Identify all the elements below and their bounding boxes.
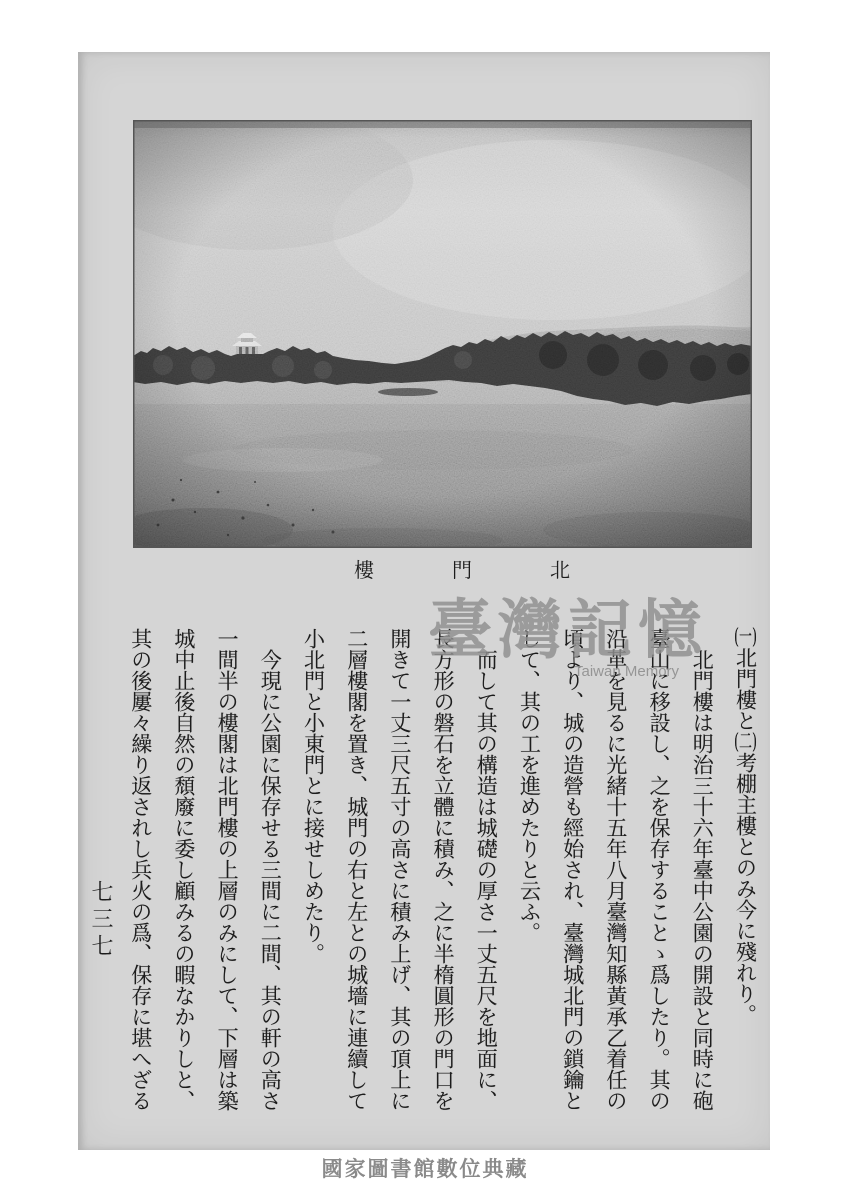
annotation-number-1: (一) <box>733 626 758 647</box>
text-segment: 北門樓と <box>733 647 758 731</box>
page-number: 七三七 <box>88 880 113 961</box>
photo-caption: 北門樓 <box>354 558 570 582</box>
text-column-11: 小北門と小東門とに接せしめたり。 <box>301 628 326 964</box>
north-gate-photo <box>133 120 752 548</box>
text-column-15: 其の後屢々繰り返されし兵火の爲、保存に堪へざる <box>128 628 153 1111</box>
text-column-13: 一間半の樓閣は北門樓の上層のみにして、下層は築 <box>215 628 240 1111</box>
text-column-5: 頃より、城の造營も經始され、臺灣城北門の鎖鑰と <box>560 628 585 1111</box>
watermark-title: 臺灣記憶 <box>428 593 708 668</box>
text-column-7: 而して其の構造は城礎の厚さ一丈五尺を地面に、 <box>474 649 499 1111</box>
watermark-subtitle: Taiwan Memory <box>574 663 680 680</box>
text-column-12: 今現に公園に保存せる三間に二間、其の軒の高さ <box>258 649 283 1111</box>
text-column-1 <box>735 626 756 1025</box>
photo-image <box>133 120 752 548</box>
collection-footer: 國家圖書館數位典藏 <box>321 1157 529 1181</box>
text-column-10: 二層樓閣を置き、城門の右と左との城墻に連續して <box>344 628 369 1111</box>
annotation-number-2: (二) <box>733 731 758 752</box>
text-segment: 考棚主樓とのみ今に殘れり。 <box>733 752 758 1025</box>
text-column-14: 城中止後自然の頹廢に委し顧みるの暇なかりしと、 <box>171 628 196 1111</box>
text-column-6: して、其の工を進めたりと云ふ。 <box>517 628 542 943</box>
text-column-4: 沿革を見るに光緒十五年八月臺灣知縣黃承乙着任の <box>603 628 628 1111</box>
text-column-3: 臺山に移設し、之を保存することゝ爲したり。其の <box>647 628 672 1111</box>
photo-vignette <box>133 120 752 548</box>
text-column-9: 開きて一丈三尺五寸の高さに積み上げ、其の頂上に <box>387 628 412 1111</box>
text-column-8: 長方形の磐石を立體に積み、之に半楕圓形の門口を <box>431 628 456 1111</box>
text-column-2: 北門樓は明治三十六年臺中公園の開設と同時に砲 <box>690 649 715 1111</box>
